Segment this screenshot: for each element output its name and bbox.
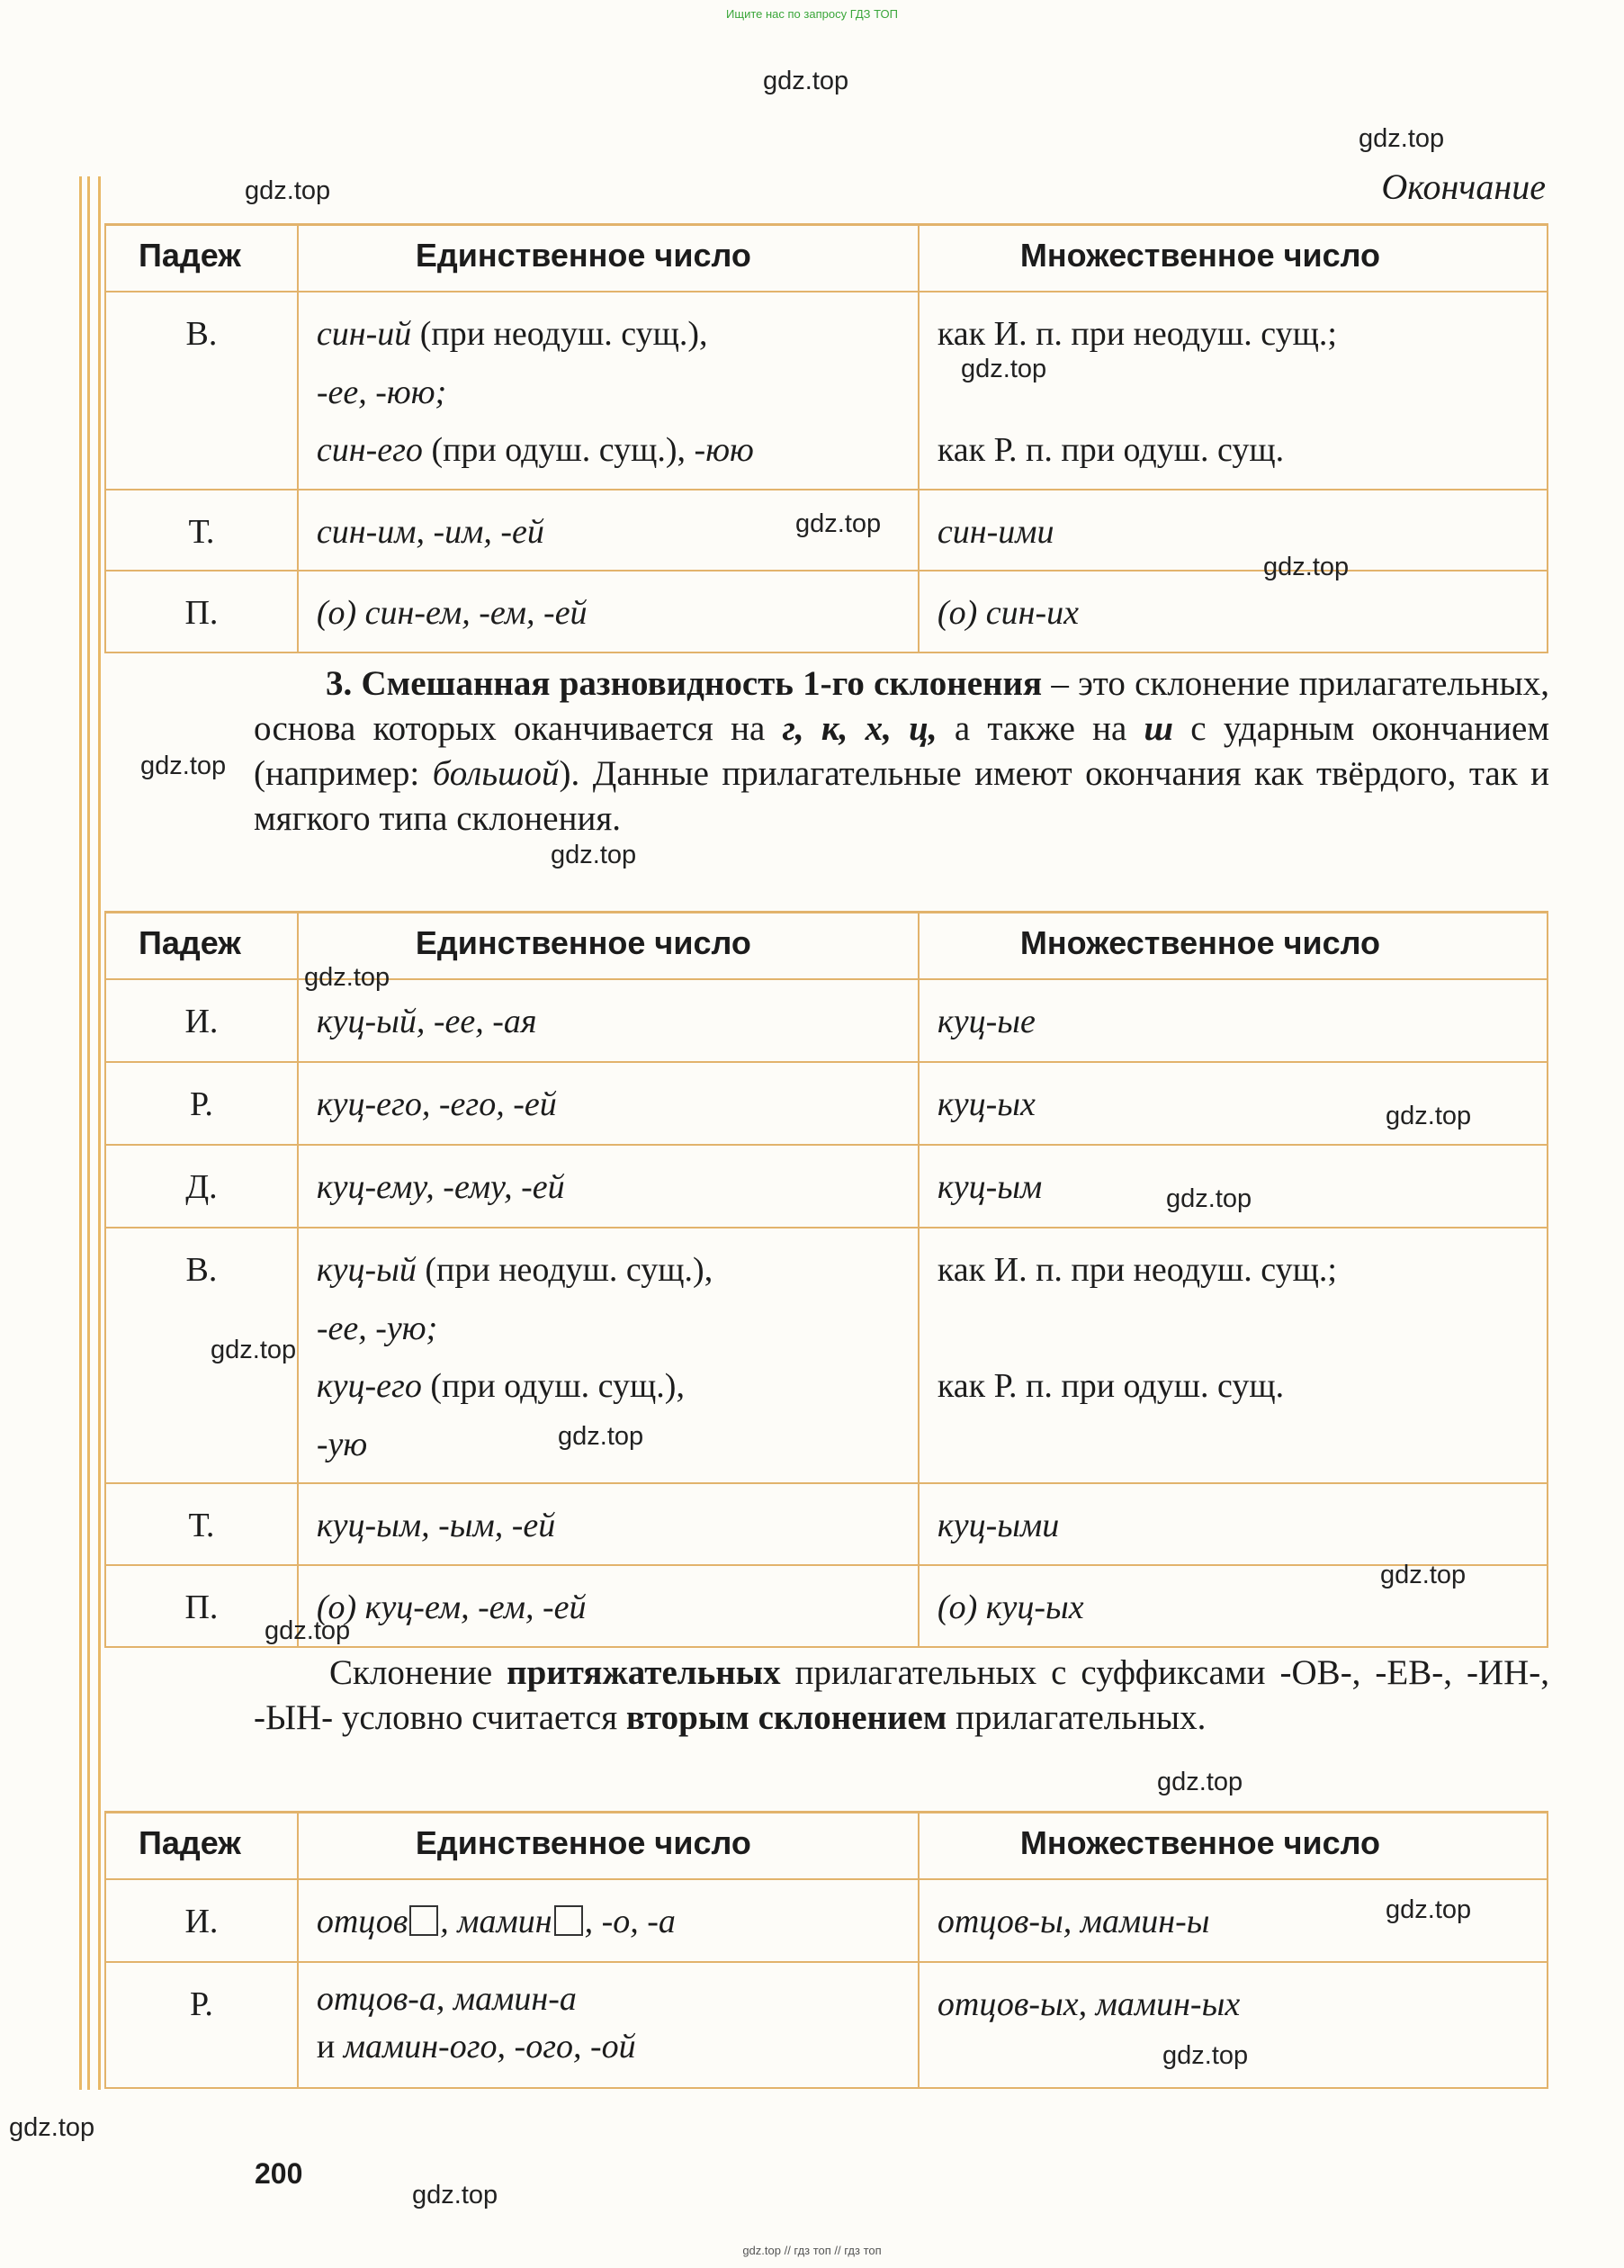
watermark: gdz.top	[304, 963, 390, 992]
singular-cell: (о) куц-ем, -ем, -ей	[298, 1565, 919, 1647]
table-row	[105, 1062, 1548, 1145]
note: как Р. п. при одуш. сущ.	[937, 431, 1285, 470]
plural-cell	[919, 1228, 1548, 1483]
table-row	[105, 1879, 1548, 1962]
case-label: П.	[105, 1565, 298, 1647]
declension-table-soft	[104, 223, 1548, 653]
column-header-plural: Множественное число	[919, 225, 1548, 292]
singular-cell: куц-его, -его, -ей	[298, 1062, 919, 1145]
watermark: gdz.top	[1162, 2041, 1249, 2070]
paragraph-text: – это склонение прилагательных, основа которых оканчивается на	[254, 664, 1549, 748]
plural-cell: куц-ые	[919, 979, 1548, 1062]
column-header-singular: Единственное число	[298, 225, 919, 292]
watermark: gdz.top	[1380, 1561, 1467, 1589]
singular-cell: куц-ему, -ему, -ей	[298, 1145, 919, 1228]
watermark: gdz.top	[1157, 1768, 1243, 1796]
singular-cell: (о) син-ем, -ем, -ей	[298, 571, 919, 652]
letters: г, к, х, ц,	[782, 709, 938, 748]
case-label: В.	[105, 1228, 298, 1483]
singular-cell	[298, 1962, 919, 2088]
paragraph-text: прилагательных.	[947, 1698, 1207, 1737]
term: вторым склонением	[625, 1698, 947, 1737]
ending: , -о, -а	[584, 1903, 676, 1940]
singular-cell	[298, 292, 919, 490]
table-row	[105, 1145, 1548, 1228]
watermark: gdz.top	[211, 1336, 297, 1364]
zero-ending-box-icon	[409, 1905, 438, 1936]
table-row	[105, 1483, 1548, 1565]
column-header-case: Падеж	[105, 225, 298, 292]
plural-cell: отцов-ых, мамин-ых	[919, 1962, 1548, 2088]
plural-cell: отцов-ы, мамин-ы	[919, 1879, 1548, 1962]
watermark: gdz.top	[1359, 124, 1445, 153]
note: (при неодуш. сущ.),	[416, 1251, 713, 1289]
ending: куц-ый	[316, 1251, 417, 1289]
watermark: gdz.top	[412, 2181, 498, 2210]
margin-decoration	[79, 176, 101, 2090]
watermark: gdz.top	[558, 1422, 644, 1451]
plural-cell: (о) куц-ых	[919, 1565, 1548, 1647]
note: как И. п. при неодуш. сущ.;	[937, 315, 1337, 353]
mixed-declension-paragraph	[254, 662, 1549, 842]
column-header-case: Падеж	[105, 1813, 298, 1880]
column-header-singular: Единственное число	[298, 913, 919, 980]
watermark: gdz.top	[245, 176, 331, 205]
watermark: gdz.top	[1386, 1102, 1472, 1130]
table-row	[105, 571, 1548, 652]
paragraph-text: а также на	[937, 709, 1144, 748]
column-header-singular: Единственное число	[298, 1813, 919, 1880]
ending: -юю	[694, 431, 754, 470]
watermark: gdz.top	[1263, 553, 1350, 581]
column-header-case: Падеж	[105, 913, 298, 980]
paragraph-text: Склонение	[329, 1653, 507, 1692]
ending: -ее, -ую;	[316, 1309, 438, 1347]
zero-ending-box-icon	[554, 1905, 583, 1936]
site-banner-top: Ищите нас по запросу ГДЗ ТОП	[726, 7, 898, 21]
ending: мамин-ого, -ого, -ой	[343, 2028, 636, 2066]
case-label: Т.	[105, 490, 298, 572]
paragraph-lead: 3. Смешанная разновидность 1-го склонения	[326, 664, 1043, 703]
paragraph-text: прилагательных с суффиксами -ОВ-, -ЕВ-, -ИН-, -ЫН- условно считается	[254, 1653, 1549, 1737]
plural-cell: куц-ыми	[919, 1483, 1548, 1565]
example-word: большой	[432, 754, 560, 793]
plural-cell: (о) син-их	[919, 571, 1548, 652]
note: как И. п. при неодуш. сущ.;	[937, 1251, 1337, 1289]
letter: ш	[1144, 709, 1174, 748]
ending: отцов-а, мамин-а	[316, 1980, 577, 2018]
note: (при неодуш. сущ.),	[411, 315, 708, 353]
table-row	[105, 1962, 1548, 2088]
possessive-paragraph	[254, 1651, 1549, 1741]
table-header-row	[105, 225, 1548, 292]
singular-cell: куц-ым, -ым, -ей	[298, 1483, 919, 1565]
singular-cell: куц-ый, -ее, -ая	[298, 979, 919, 1062]
table-header-row	[105, 1813, 1548, 1880]
watermark: gdz.top	[9, 2113, 95, 2142]
table-continuation-heading: Окончание	[1381, 166, 1546, 207]
case-label: Р.	[105, 1062, 298, 1145]
note: и	[316, 2028, 344, 2066]
watermark: gdz.top	[1166, 1184, 1252, 1213]
watermark: gdz.top	[763, 67, 849, 95]
case-label: П.	[105, 571, 298, 652]
watermark: gdz.top	[1386, 1895, 1472, 1924]
case-label: Р.	[105, 1962, 298, 2088]
watermark: gdz.top	[140, 752, 227, 780]
note: (при одуш. сущ.),	[422, 431, 695, 470]
case-label: В.	[105, 292, 298, 490]
ending: син-его	[316, 431, 423, 470]
plural-cell: син-ими	[919, 490, 1548, 572]
watermark: gdz.top	[795, 509, 882, 538]
ending: , мамин	[440, 1903, 552, 1940]
ending: куц-его	[316, 1367, 422, 1406]
ending: син-ий	[316, 315, 412, 353]
paragraph-text: с ударным окончанием (например:	[254, 709, 1550, 793]
case-label: Д.	[105, 1145, 298, 1228]
plural-cell	[919, 292, 1548, 490]
watermark: gdz.top	[551, 841, 637, 869]
declension-table-possessive	[104, 1811, 1548, 2089]
note: как Р. п. при одуш. сущ.	[937, 1367, 1285, 1406]
declension-table-mixed	[104, 911, 1548, 1648]
term: притяжательных	[507, 1653, 781, 1692]
case-label: Т.	[105, 1483, 298, 1565]
site-banner-bottom: gdz.top // гдз топ // гдз топ	[742, 2244, 882, 2257]
watermark: gdz.top	[961, 355, 1047, 383]
ending: -ее, -юю;	[316, 373, 447, 411]
table-row	[105, 292, 1548, 490]
case-label: И.	[105, 979, 298, 1062]
singular-cell: син-им, -им, -ей	[298, 490, 919, 572]
ending: отцов	[316, 1903, 408, 1940]
plural-cell: куц-ым	[919, 1145, 1548, 1228]
singular-cell	[298, 1879, 919, 1962]
plural-cell: куц-ых	[919, 1062, 1548, 1145]
column-header-plural: Множественное число	[919, 1813, 1548, 1880]
paragraph-text: ). Данные прилагательные имеют окончания как твёрдого, так и мягкого типа склонения.	[254, 754, 1549, 838]
watermark: gdz.top	[265, 1616, 351, 1645]
table-row	[105, 1228, 1548, 1483]
case-label: И.	[105, 1879, 298, 1962]
page-number: 200	[255, 2157, 303, 2190]
ending: -ую	[316, 1425, 368, 1463]
column-header-plural: Множественное число	[919, 913, 1548, 980]
note: (при одуш. сущ.),	[421, 1367, 685, 1406]
